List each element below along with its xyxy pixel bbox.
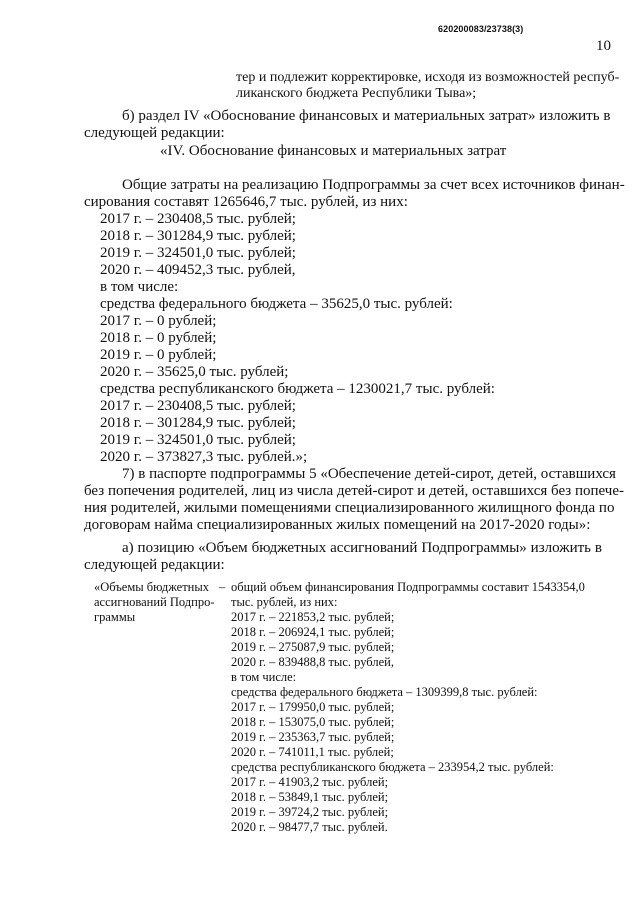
item7-line-3: ния родителей, жилыми помещениями специализированного жилищного фонда по	[84, 500, 615, 516]
republic-label: средства республиканского бюджета – 1230021,7 тыс. рублей:	[100, 381, 495, 397]
table-right-line-4: 2018 г. – 206924,1 тыс. рублей;	[231, 625, 395, 639]
republic-year-2019: 2019 г. – 324501,0 тыс. рублей;	[100, 432, 296, 448]
including-label: в том числе:	[100, 279, 179, 295]
table-right-line-5: 2019 г. – 275087,9 тыс. рублей;	[231, 640, 395, 654]
total-year-2019: 2019 г. – 324501,0 тыс. рублей;	[100, 245, 296, 261]
table-right-line-13: средства республиканского бюджета – 233954,2 тыс. рублей:	[231, 760, 554, 774]
table-right-line-11: 2019 г. – 235363,7 тыс. рублей;	[231, 730, 395, 744]
table-dash: –	[219, 580, 226, 594]
intro-line-2: ликанского бюджета Республики Тыва»;	[236, 86, 477, 101]
costs-line-1: Общие затраты на реализацию Подпрограммы за счет всех источников финан-	[122, 177, 625, 193]
table-right-line-17: 2020 г. – 98477,7 тыс. рублей.	[231, 820, 388, 834]
table-right-line-16: 2019 г. – 39724,2 тыс. рублей;	[231, 805, 389, 819]
section-b-line-1: б) раздел IV «Обоснование финансовых и материальных затрат» изложить в	[122, 108, 611, 124]
section-heading: «IV. Обоснование финансовых и материальных затрат	[160, 143, 507, 159]
section-b-line-2: следующей редакции:	[84, 125, 225, 141]
table-right-line-3: 2017 г. – 221853,2 тыс. рублей;	[231, 610, 395, 624]
table-right-line-1: общий объем финансирования Подпрограммы составит 1543354,0	[231, 580, 585, 594]
table-right-line-15: 2018 г. – 53849,1 тыс. рублей;	[231, 790, 389, 804]
table-left-line-1: «Объемы бюджетных	[94, 580, 210, 594]
item7-line-4: договорам найма специализированных жилых помещений на 2017-2020 годы»:	[84, 517, 591, 533]
item7-sub-a-line-1: а) позицию «Объем бюджетных ассигнований Подпрограммы» изложить в	[122, 540, 602, 556]
table-left-line-3: граммы	[94, 610, 136, 624]
costs-line-2: сирования составят 1265646,7 тыс. рублей, из них:	[84, 194, 408, 210]
federal-year-2017: 2017 г. – 0 рублей;	[100, 313, 217, 329]
federal-label: средства федерального бюджета – 35625,0 тыс. рублей:	[100, 296, 453, 312]
table-right-line-12: 2020 г. – 741011,1 тыс. рублей;	[231, 745, 394, 759]
item7-line-2: без попечения родителей, лиц из числа детей-сирот и детей, оставшихся без попече-	[84, 483, 624, 499]
table-right-line-10: 2018 г. – 153075,0 тыс. рублей;	[231, 715, 395, 729]
table-right-line-9: 2017 г. – 179950,0 тыс. рублей;	[231, 700, 395, 714]
total-year-2020: 2020 г. – 409452,3 тыс. рублей,	[100, 262, 296, 278]
table-right-line-8: средства федерального бюджета – 1309399,8 тыс. рублей:	[231, 685, 538, 699]
intro-line-1: тер и подлежит корректировке, исходя из возможностей респуб-	[236, 70, 620, 85]
table-right-line-7: в том числе:	[231, 670, 297, 684]
item7-sub-a-line-2: следующей редакции:	[84, 557, 225, 573]
total-year-2017: 2017 г. – 230408,5 тыс. рублей;	[100, 211, 296, 227]
table-right-line-14: 2017 г. – 41903,2 тыс. рублей;	[231, 775, 389, 789]
table-right-line-6: 2020 г. – 839488,8 тыс. рублей,	[231, 655, 394, 669]
federal-year-2020: 2020 г. – 35625,0 тыс. рублей;	[100, 364, 289, 380]
page-number: 10	[596, 38, 611, 54]
federal-year-2019: 2019 г. – 0 рублей;	[100, 347, 217, 363]
federal-year-2018: 2018 г. – 0 рублей;	[100, 330, 217, 346]
document-id: 620200083/23738(3)	[438, 24, 524, 34]
item7-line-1: 7) в паспорте подпрограммы 5 «Обеспечение детей-сирот, детей, оставшихся	[122, 466, 616, 482]
table-left-line-2: ассигнований Подпро-	[94, 595, 215, 609]
total-year-2018: 2018 г. – 301284,9 тыс. рублей;	[100, 228, 296, 244]
table-right-line-2: тыс. рублей, из них:	[231, 595, 338, 609]
republic-year-2018: 2018 г. – 301284,9 тыс. рублей;	[100, 415, 296, 431]
republic-year-2017: 2017 г. – 230408,5 тыс. рублей;	[100, 398, 296, 414]
republic-year-2020: 2020 г. – 373827,3 тыс. рублей.»;	[100, 449, 308, 465]
